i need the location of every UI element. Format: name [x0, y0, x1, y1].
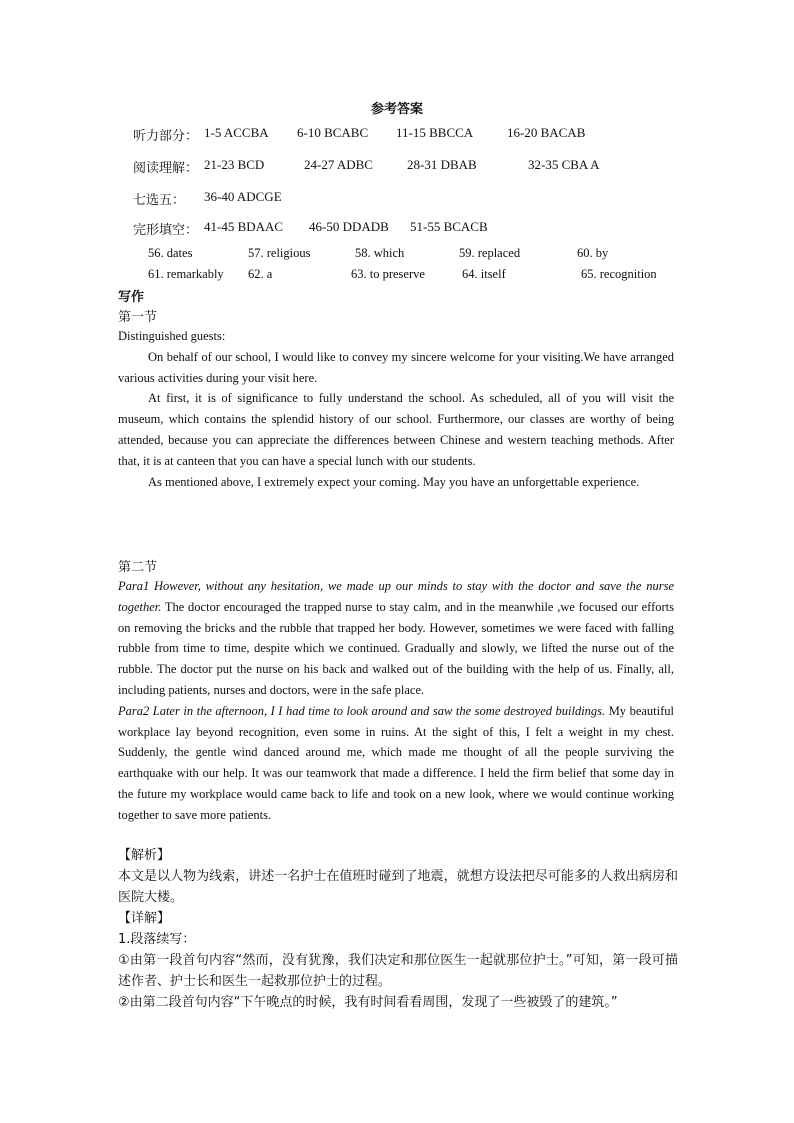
continuation-paragraph-2 [118, 701, 674, 826]
fill-blank-answer: 65. recognition [581, 267, 657, 281]
answer-group: 24-27 ADBC [304, 157, 373, 172]
para1-lead: Para1 However, without any hesitation, we made up our minds to stay with the doctor and save the nurse together. [118, 579, 674, 614]
page-title: 参考答案 [370, 102, 423, 117]
fill-blank-answer: 57. religious [248, 246, 311, 260]
detail-item: 1.段落续写： [118, 932, 196, 947]
answer-group: 46-50 DDADB [309, 219, 389, 234]
fill-blank-row [0, 267, 680, 285]
section1-letter [118, 326, 674, 492]
answer-row-listening [133, 125, 653, 145]
fill-blank-row [0, 246, 680, 264]
letter-paragraph: On behalf of our school, I would like to convey my sincere welcome for your visiting.We have arranged various activities during your visit here. [118, 349, 674, 385]
section1-heading: 第一节 [118, 310, 158, 325]
section2-heading: 第二节 [118, 560, 158, 575]
answer-group: 1-5 ACCBA [204, 125, 269, 140]
answer-group: 28-31 DBAB [407, 157, 477, 172]
answer-group: 51-55 BCACB [410, 219, 488, 234]
fill-blank-answer: 61. remarkably [148, 267, 224, 281]
answer-row-reading [133, 157, 653, 177]
fill-blank-answer: 64. itself [462, 267, 506, 281]
answer-group: 32-35 CBA A [528, 157, 600, 172]
answer-row-seven-choose-five [133, 189, 653, 209]
section2-continuation [118, 576, 674, 826]
answer-row-label: 听力部分： [133, 129, 199, 144]
para1-body: The doctor encouraged the trapped nurse to stay calm, and in the meanwhile ,we focused our efforts on removing the bricks and the rubble that trapped her body. However, sometimes we were faced with falling rubble from time to time, despite which we continued. Gradually and slowly, we lifted the nurse out of the rubble. The doctor put the nurse on his back and walked out of the building with the help of us. Finally, all, including patients, nurses and doctors, were in the safe place. [118, 599, 674, 697]
answer-row-label: 七选五： [133, 193, 186, 208]
answer-group: 11-15 BBCCA [396, 125, 474, 140]
letter-paragraph: At first, it is of significance to fully understand the school. As scheduled, all of you will visit the museum, which contains the splendid history of our school. Furthermore, our classes are worthy of being attended, because you can appreciate the differences between Chinese and western teaching methods. After that, it is at canteen that you can have a special lunch with our students. [118, 391, 674, 468]
answer-group: 21-23 BCD [204, 157, 265, 172]
fill-blank-answer: 62. a [248, 267, 273, 281]
answer-row-label: 阅读理解： [133, 161, 199, 176]
detail-point: ①由第一段首句内容“然而，没有犹豫，我们决定和那位医生一起就那位护士。”可知，第一段可描述作者、护士长和医生一起救那位护士的过程。 [118, 953, 678, 989]
answer-group: 6-10 BCABC [297, 125, 369, 140]
fill-blank-answer: 59. replaced [459, 246, 521, 260]
fill-blank-answer: 63. to preserve [351, 267, 425, 281]
letter-greeting: Distinguished guests: [118, 329, 226, 343]
writing-heading: 写作 [118, 290, 145, 305]
answer-row-cloze [133, 219, 653, 239]
analysis-heading: 【解析】 [118, 848, 171, 863]
answer-row-label: 完形填空： [133, 223, 199, 238]
detail-point: ②由第二段首句内容“下午晚点的时候，我有时间看看周围，发现了一些被毁了的建筑。” [118, 995, 618, 1010]
answer-group: 41-45 BDAAC [204, 219, 284, 234]
para2-lead: Para2 Later in the afternoon, I I had time to look around and saw the some destroyed buildings. [118, 703, 606, 718]
fill-blank-answer: 60. by [577, 246, 609, 260]
fill-blank-answer: 56. dates [148, 246, 193, 260]
fill-blank-answer: 58. which [355, 246, 405, 260]
letter-paragraph: As mentioned above, I extremely expect your coming. May you have an unforgettable experience. [148, 474, 640, 489]
answer-group: 16-20 BACAB [507, 125, 586, 140]
para2-body: My beautiful workplace lay beyond recognition, even some in ruins. At the sight of this, I felt a weight in my chest. Suddenly, the gentle wind danced around me, which made me thought of all the people surviving the earthquake with our help. It was our teamwork that made a difference. I held the firm belief that some day in the future my workplace would came back to life and took on a new look, where we would continue working together to save more patients. [118, 703, 674, 822]
continuation-paragraph-1 [118, 576, 674, 701]
analysis-section [118, 845, 678, 1013]
analysis-text: 本文是以人物为线索，讲述一名护士在值班时碰到了地震，就想方设法把尽可能多的人救出病房和医院大楼。 [118, 869, 678, 905]
answer-group: 36-40 ADCGE [204, 189, 282, 204]
detail-heading: 【详解】 [118, 911, 171, 926]
